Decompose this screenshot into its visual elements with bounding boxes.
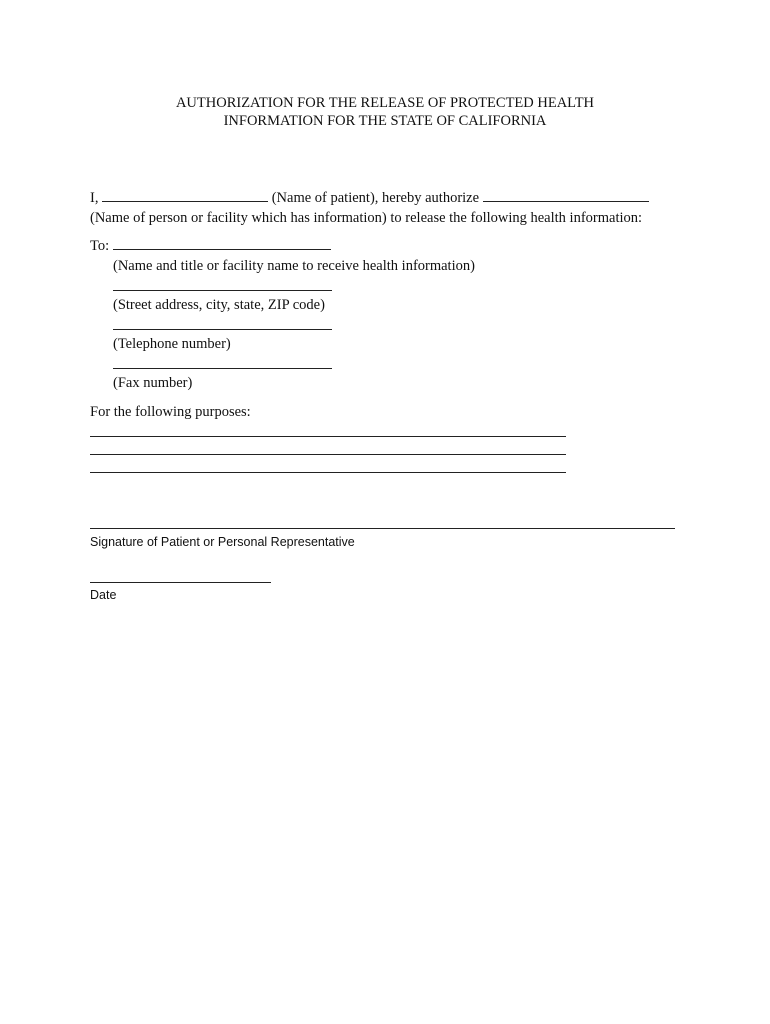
address-blank[interactable]	[113, 290, 332, 291]
authorization-sentence-line-1	[90, 189, 649, 207]
form-title-line-1: AUTHORIZATION FOR THE RELEASE OF PROTECTED HEALTH	[175, 95, 595, 111]
patient-name-blank[interactable]	[102, 189, 268, 202]
auth-patient-label: (Name of patient), hereby authorize	[271, 190, 480, 206]
fax-label: (Fax number)	[113, 375, 193, 391]
purpose-blank-1[interactable]	[90, 436, 566, 437]
to-label: To:	[90, 238, 110, 254]
fax-blank[interactable]	[113, 368, 332, 369]
authorization-sentence-line-2: (Name of person or facility which has information) to release the following health information:	[90, 210, 643, 226]
recipient-name-blank[interactable]	[113, 237, 331, 250]
telephone-blank[interactable]	[113, 329, 332, 330]
address-label: (Street address, city, state, ZIP code)	[113, 297, 325, 313]
to-line	[90, 237, 331, 255]
auth-prefix: I,	[90, 190, 99, 206]
authorized-party-blank[interactable]	[483, 189, 649, 202]
signature-blank[interactable]	[90, 528, 675, 529]
date-blank[interactable]	[90, 582, 271, 583]
purposes-label: For the following purposes:	[90, 404, 251, 420]
signature-label: Signature of Patient or Personal Representative	[90, 535, 355, 549]
recipient-name-label: (Name and title or facility name to receive health information)	[113, 258, 475, 274]
purpose-blank-2[interactable]	[90, 454, 566, 455]
date-label: Date	[90, 588, 117, 602]
purpose-blank-3[interactable]	[90, 472, 566, 473]
telephone-label: (Telephone number)	[113, 336, 231, 352]
form-title-line-2: INFORMATION FOR THE STATE OF CALIFORNIA	[223, 113, 547, 129]
